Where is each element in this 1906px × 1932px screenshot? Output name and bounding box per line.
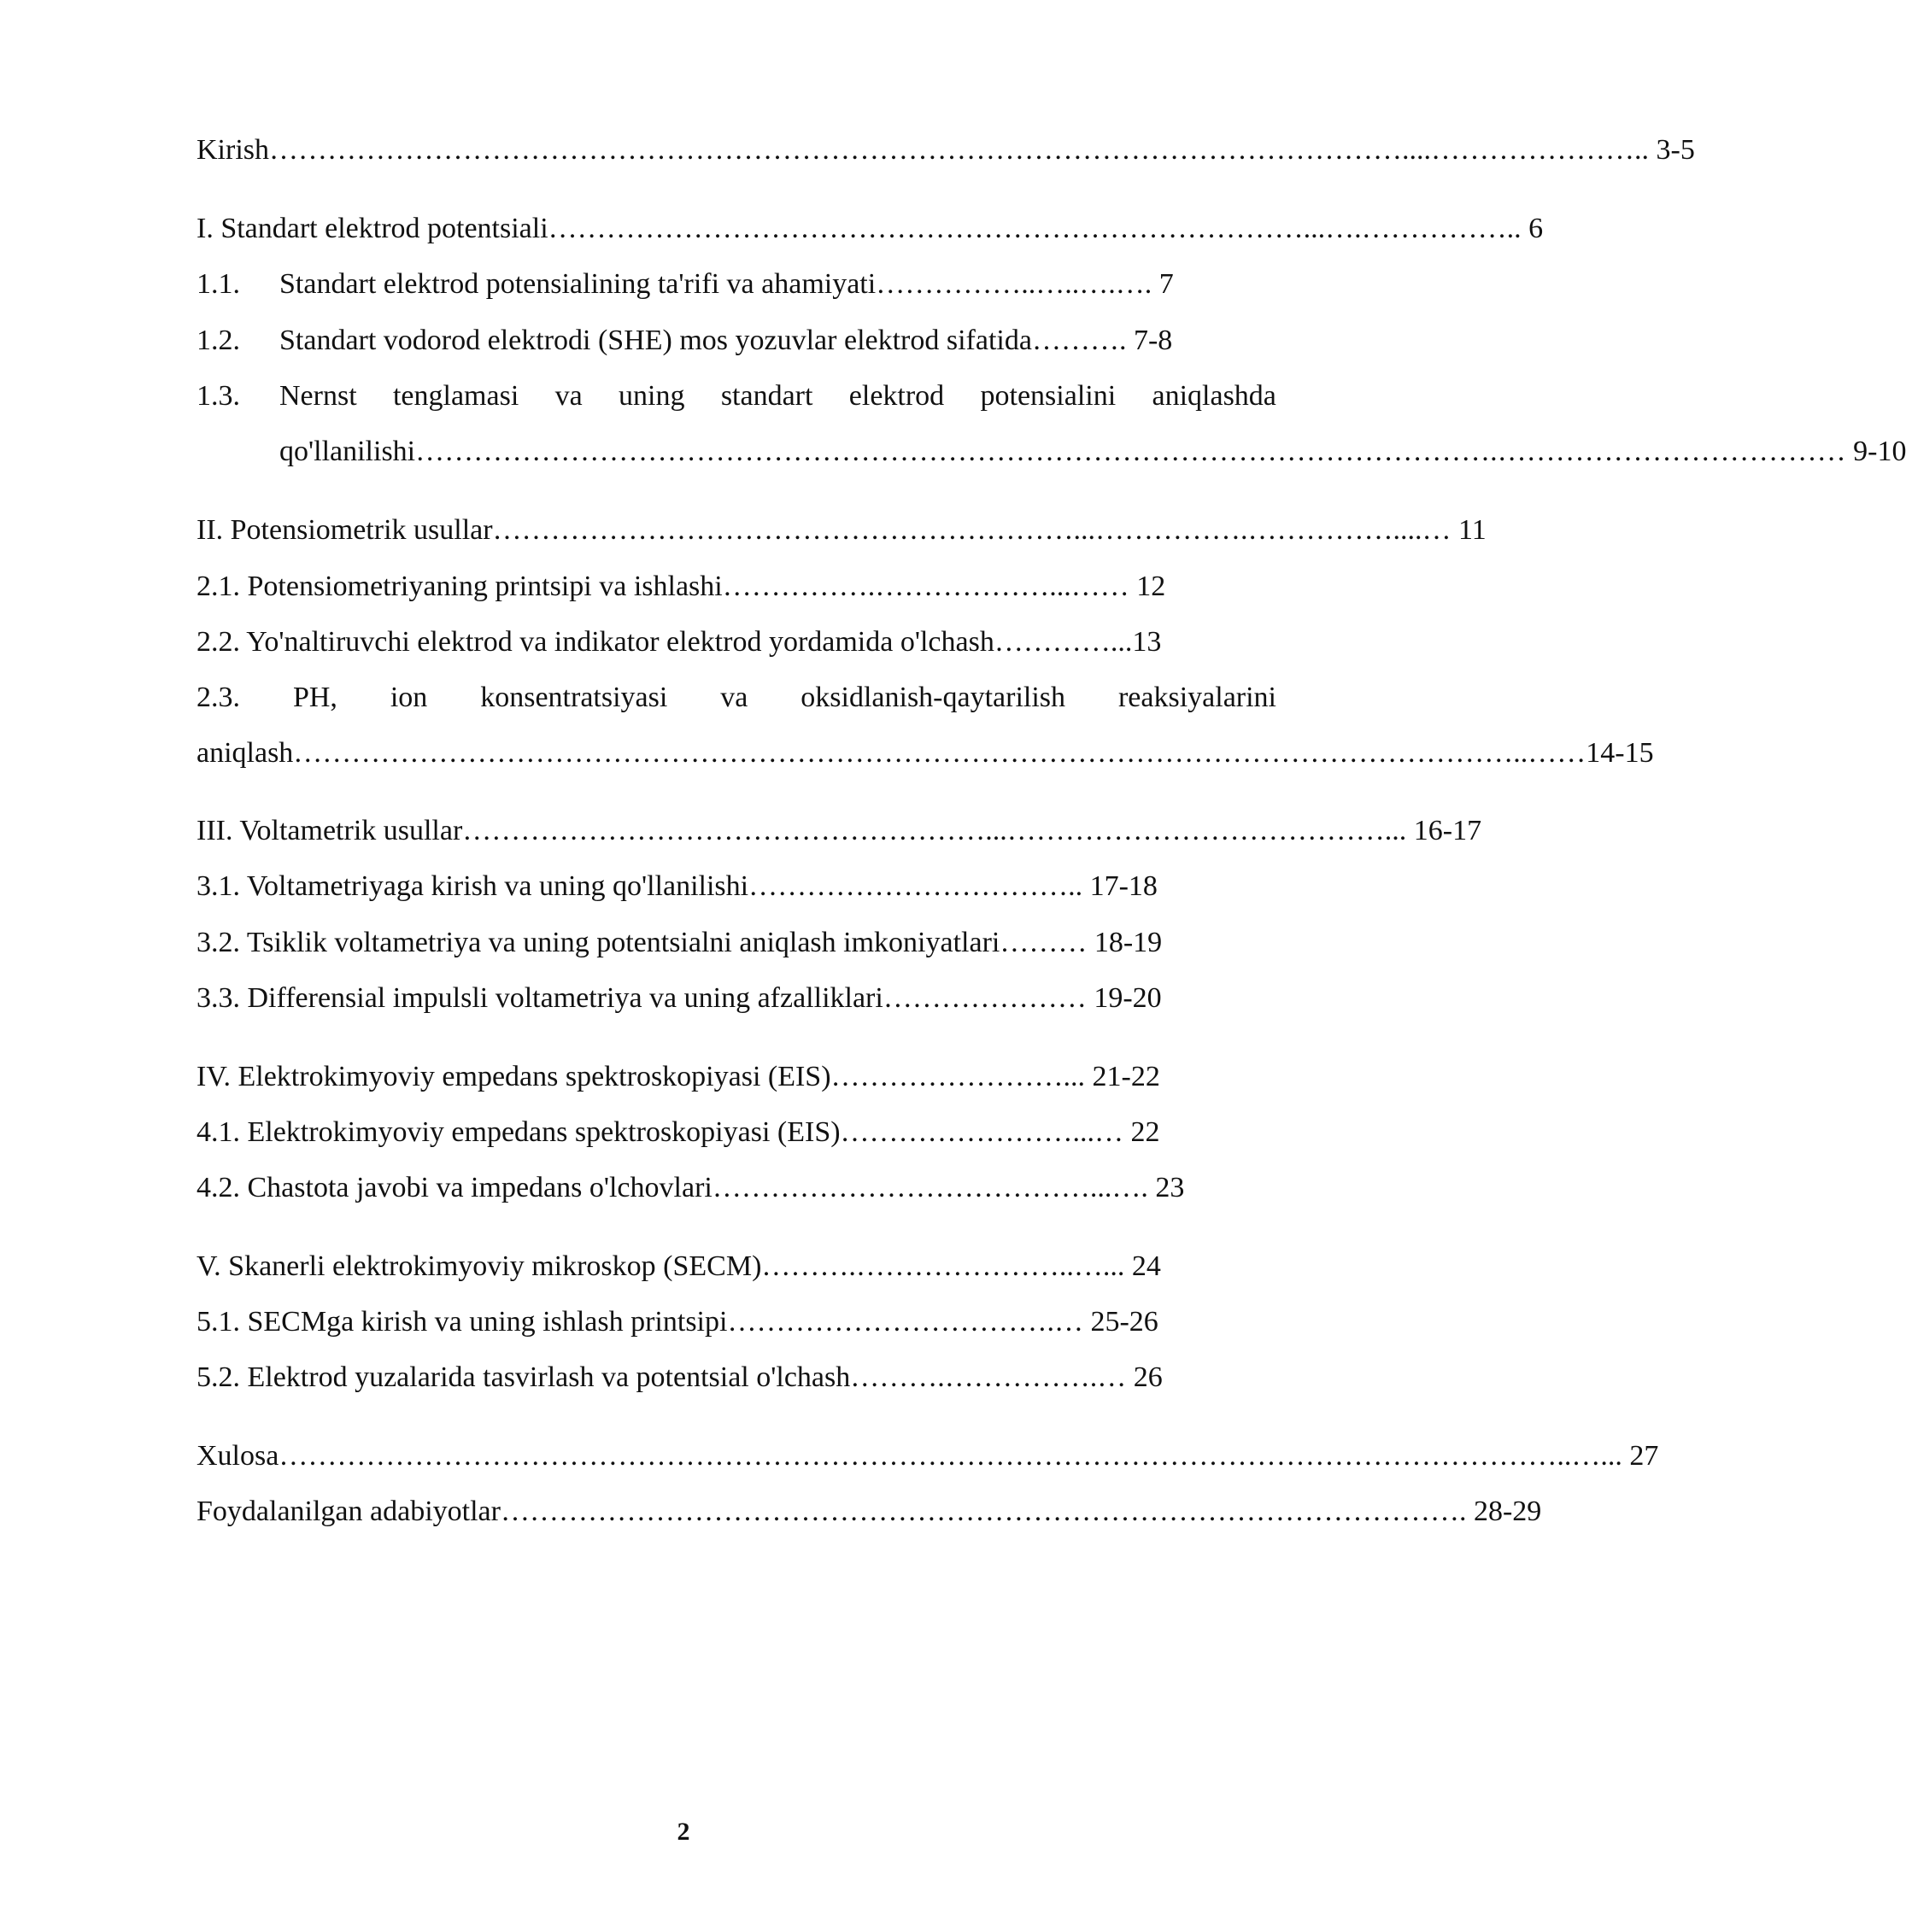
toc-entry-2-2: 2.2. Yo'naltiruvchi elektrod va indikator elektrod yordamida o'lchash…………...13 <box>196 626 1162 658</box>
toc-entry-xulosa: Xulosa……………………………………………………………………………………………………………………..…... 27 <box>196 1440 1659 1472</box>
toc-entry-5-2: 5.2. Elektrod yuzalarida tasvirlash va potentsial o'lchash……….…………….… 26 <box>196 1361 1163 1393</box>
toc-entry-2-3-continuation: aniqlash………………………………………………………………………………………………………………..……14-15 <box>196 737 1654 769</box>
toc-entry-text: Standart vodorod elektrodi (SHE) mos yozuvlar elektrod sifatida………. 7-8 <box>279 325 1173 356</box>
toc-word: ion <box>390 682 428 713</box>
toc-entry-section-1: I. Standart elektrod potentsiali……………………………………………………………………...….…………….. 6 <box>196 213 1544 244</box>
toc-word: aniqlashda <box>1152 380 1276 412</box>
toc-word: va <box>720 682 748 713</box>
toc-entry-1-3 <box>279 379 1276 413</box>
toc-word: konsentratsiyasi <box>480 682 668 713</box>
toc-entry-1-3-continuation: qo'llanilishi………………………………………………………………………………………………….……………………………… 9-10 <box>279 436 1906 467</box>
toc-entry-number: 1.2. <box>196 325 240 356</box>
toc-entry-text: Standart elektrod potensialining ta'rifi va ahamiyati……………..…..….…. 7 <box>279 268 1174 300</box>
toc-word: reaksiyalarini <box>1117 682 1276 713</box>
toc-entry-kirish: Kirish………………………………………………………………………………………………………....………………….. 3-5 <box>196 134 1695 166</box>
toc-word: tenglamasi <box>392 380 519 412</box>
toc-word: 2.3. <box>196 682 240 713</box>
toc-entry-3-1: 3.1. Voltametriyaga kirish va uning qo'llanilishi…………………………….. 17-18 <box>196 870 1158 902</box>
toc-word: PH, <box>292 682 337 713</box>
toc-entry-number: 1.1. <box>196 268 240 300</box>
toc-entry-section-4: IV. Elektrokimyoviy empedans spektroskopiyasi (EIS)……………………... 21-22 <box>196 1061 1160 1092</box>
toc-entry-4-2: 4.2. Chastota javobi va impedans o'lchovlari…………………………………...…. 23 <box>196 1172 1185 1203</box>
toc-word: Nernst <box>279 380 357 412</box>
toc-entry-4-1: 4.1. Elektrokimyoviy empedans spektroskopiyasi (EIS)……………………...… 22 <box>196 1116 1160 1148</box>
toc-entry-5-1: 5.1. SECMga kirish va uning ishlash printsipi…………………………….… 25-26 <box>196 1306 1158 1338</box>
toc-entry-adabiyotlar: Foydalanilgan adabiyotlar………………………………………………………………………………………. 28-29 <box>196 1496 1542 1527</box>
toc-entry-section-5: V. Skanerli elektrokimyoviy mikroskop (SECM)……….…………………..…... 24 <box>196 1250 1161 1282</box>
toc-entry-2-1: 2.1. Potensiometriyaning printsipi va ishlashi…………….………………...…… 12 <box>196 571 1166 602</box>
toc-word: va <box>554 380 583 412</box>
toc-word: standart <box>720 380 813 412</box>
toc-entry-section-3: III. Voltametrik usullar………………………………………………...…………………………………... 16-17 <box>196 815 1482 846</box>
toc-entry-1-3-number: 1.3. <box>196 380 240 412</box>
toc-word: oksidlanish-qaytarilish <box>801 682 1066 713</box>
toc-entry-2-3 <box>196 681 1276 715</box>
toc-entry-1-2 <box>196 324 1276 358</box>
page-number: 2 <box>677 1818 690 1846</box>
toc-word: uning <box>619 380 685 412</box>
toc-word: elektrod <box>848 380 945 412</box>
toc-entry-section-2: II. Potensiometrik usullar……………………………………………………...…………….……………....… 11 <box>196 514 1487 546</box>
toc-entry-3-2: 3.2. Tsiklik voltametriya va uning potentsialni aniqlash imkoniyatlari……… 18-19 <box>196 927 1163 958</box>
toc-entry-1-1 <box>196 267 1276 302</box>
toc-entry-3-3: 3.3. Differensial impulsli voltametriya va uning afzalliklari………………… 19-20 <box>196 982 1162 1014</box>
toc-word: potensialini <box>980 380 1117 412</box>
